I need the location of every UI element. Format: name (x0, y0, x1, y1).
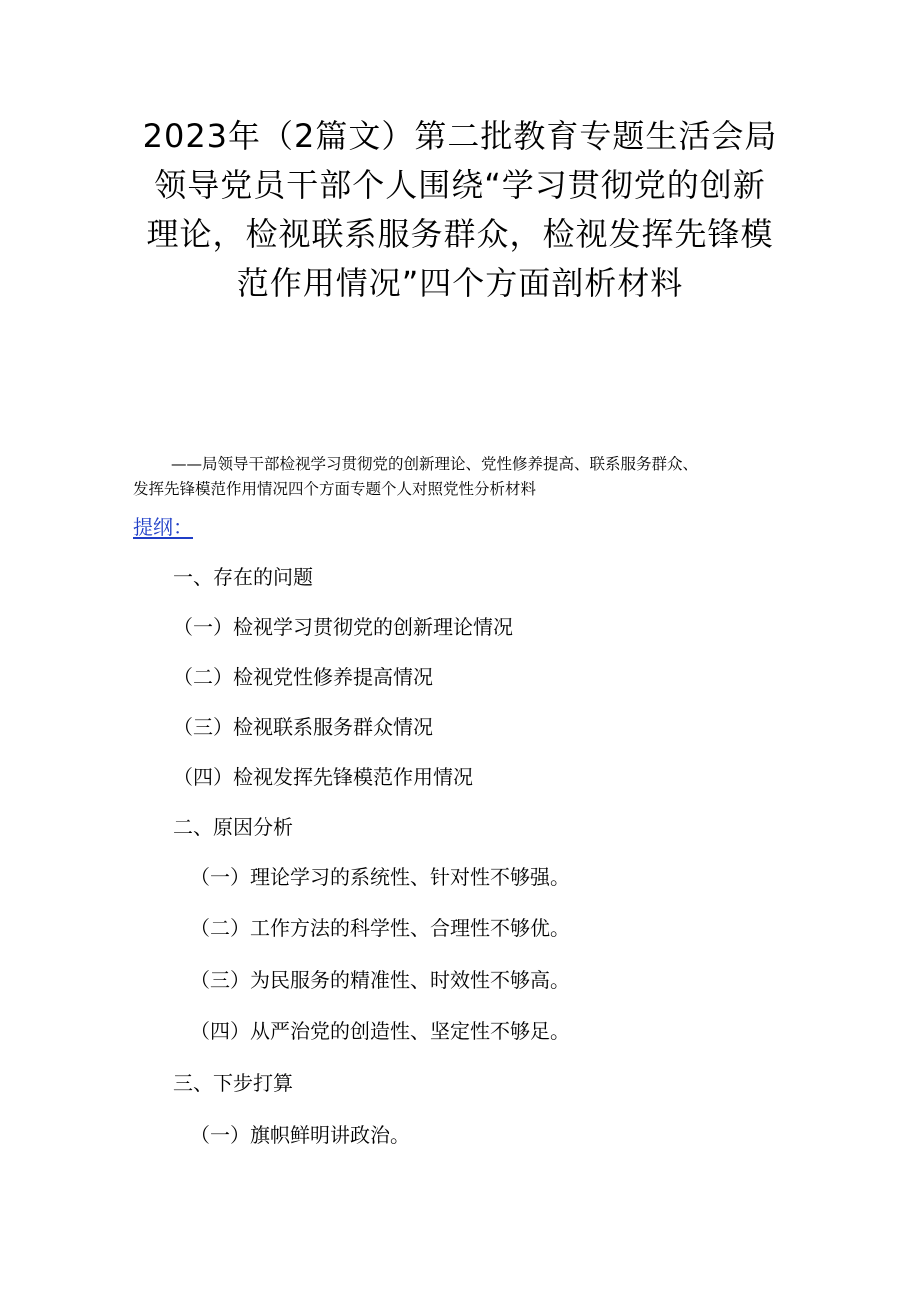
outline-item: （二）工作方法的科学性、合理性不够优。 (190, 916, 570, 940)
document-title (100, 112, 820, 308)
subtitle-line: ——局领导干部检视学习贯彻党的创新理论、党性修养提高、联系服务群众、 (171, 455, 699, 473)
title-line: 领导党员干部个人围绕“学习贯彻党的创新 (154, 166, 766, 204)
outline-item: （一）理论学习的系统性、针对性不够强。 (190, 865, 570, 889)
outline-item: （四）检视发挥先锋模范作用情况 (173, 765, 473, 789)
section-heading: 一、存在的问题 (173, 565, 313, 589)
outline-link[interactable]: 提纲： (133, 515, 193, 539)
outline-item: （四）从严治党的创造性、坚定性不够足。 (190, 1019, 570, 1043)
section-heading: 二、原因分析 (173, 815, 293, 839)
subtitle-line: 发挥先锋模范作用情况四个方面专题个人对照党性分析材料 (133, 480, 537, 498)
outline-item: （一）旗帜鲜明讲政治。 (190, 1123, 410, 1147)
document-subtitle (133, 452, 833, 502)
outline-item: （三）检视联系服务群众情况 (173, 715, 433, 739)
outline-item: （三）为民服务的精准性、时效性不够高。 (190, 968, 570, 992)
outline-item: （二）检视党性修养提高情况 (173, 665, 433, 689)
title-line: 理论，检视联系服务群众，检视发挥先锋模 (146, 215, 774, 253)
title-line: 范作用情况”四个方面剖析材料 (236, 264, 684, 302)
section-heading: 三、下步打算 (173, 1071, 293, 1095)
title-line: 2023年（2篇文）第二批教育专题生活会局 (142, 117, 778, 155)
outline-item: （一）检视学习贯彻党的创新理论情况 (173, 615, 513, 639)
